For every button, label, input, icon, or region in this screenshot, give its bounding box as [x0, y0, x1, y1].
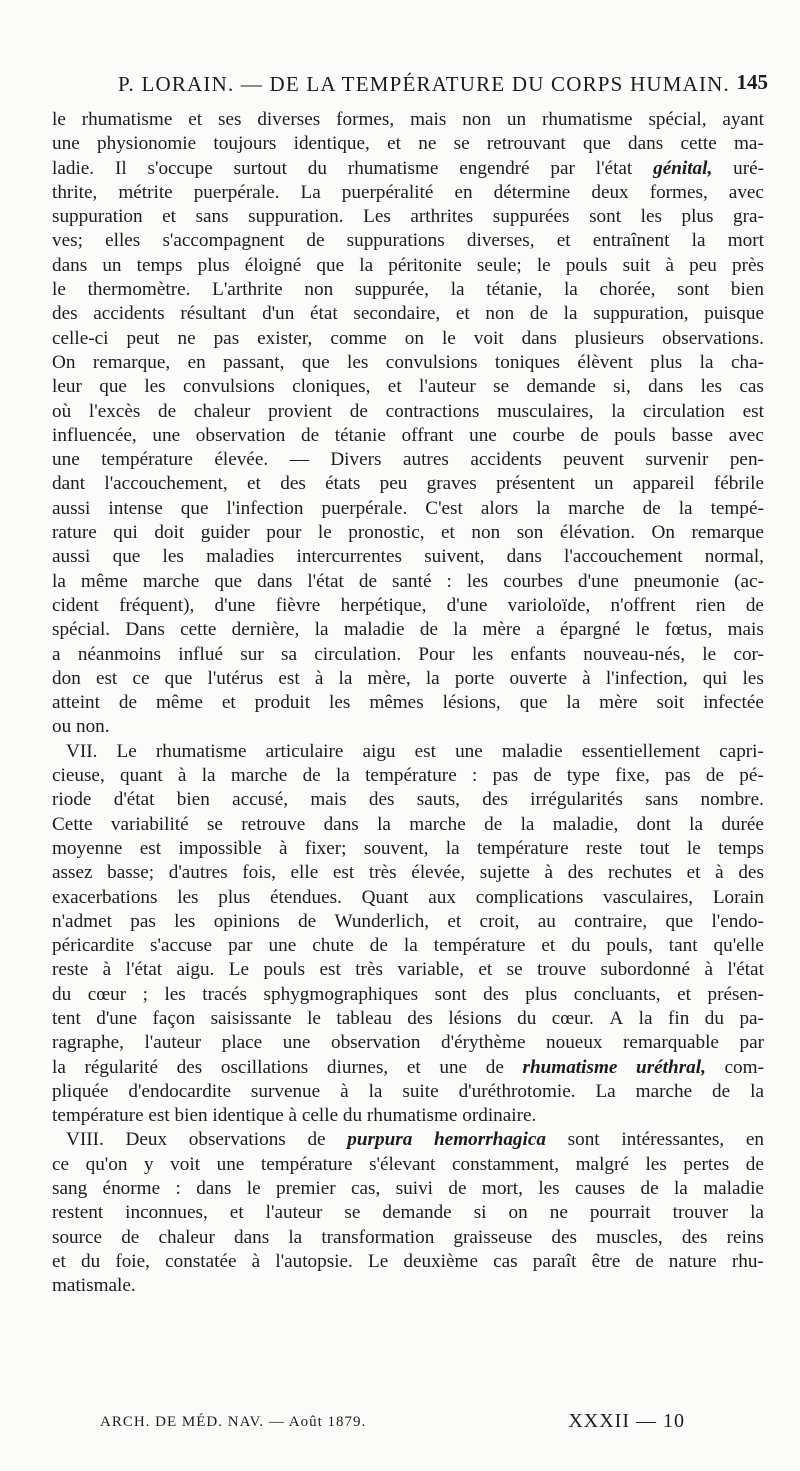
- text-line: influencée, une observation de tétanie offrant une courbe de pouls basse avec: [52, 424, 764, 446]
- text-line: riode d'état bien accusé, mais des sauts, des irrégularités sans nombre.: [52, 789, 764, 811]
- text-line: reste à l'état aigu. Le pouls est très variable, et se trouve subordonné à l'état: [52, 959, 764, 981]
- text-line: cident fréquent), d'une fièvre herpétique, d'une varioloïde, n'offrent rien de: [52, 594, 764, 616]
- text-line: la même marche que dans l'état de santé : les courbes d'une pneumonie (ac-: [52, 570, 764, 592]
- text-line: ladie. Il s'occupe surtout du rhumatisme engendré par l'état génital, uré-: [52, 157, 764, 179]
- text-line: tent d'une façon saisissante le tableau des lésions du cœur. A la fin du pa-: [52, 1007, 764, 1029]
- text-line: où l'excès de chaleur provient de contractions musculaires, la circulation est: [52, 400, 764, 422]
- text-line: dant l'accouchement, et des états peu graves présentent un appareil fébrile: [52, 473, 764, 495]
- text-line: le rhumatisme et ses diverses formes, mais non un rhumatisme spécial, ayant: [52, 109, 764, 130]
- text-line: restent inconnues, et l'auteur se demande si on ne pourrait trouver la: [52, 1202, 764, 1224]
- text-line: a néanmoins influé sur sa circulation. Pour les enfants nouveau-nés, le cor-: [52, 643, 764, 665]
- text-line: une physionomie toujours identique, et ne se retrouvant que dans cette ma-: [52, 133, 764, 155]
- text-line: thrite, métrite puerpérale. La puerpéralité en détermine deux formes, avec: [52, 181, 764, 203]
- text-line: pliquée d'endocardite survenue à la suite d'uréthrotomie. La marche de la: [52, 1080, 764, 1102]
- text-line: suppuration et sans suppuration. Les arthrites suppurées sont les plus gra-: [52, 206, 764, 228]
- page-number: 145: [736, 70, 768, 94]
- text-line: On remarque, en passant, que les convulsions toniques élèvent plus la cha-: [52, 351, 764, 373]
- text-line: la régularité des oscillations diurnes, et une de rhumatisme uréthral, com-: [52, 1056, 764, 1078]
- text-line: des accidents résultant d'un état secondaire, et non de la suppuration, puisque: [52, 303, 764, 325]
- text-line: don est ce que l'utérus est à la mère, la porte ouverte à l'infection, qui les: [52, 667, 764, 689]
- text-line: atteint de même et produit les mêmes lésions, que la mère soit infectée: [52, 692, 764, 714]
- text-line: une température élevée. — Divers autres accidents peuvent survenir pen-: [52, 449, 764, 471]
- text-line: VII. Le rhumatisme articulaire aigu est une maladie essentiellement capri-: [66, 740, 764, 762]
- page-footer: [100, 1410, 685, 1438]
- text-line: sang énorme : dans le premier cas, suivi de mort, les causes de la maladie: [52, 1178, 764, 1200]
- journal-reference: ARCH. DE MÉD. NAV. — Août 1879.: [100, 1414, 367, 1430]
- text-line: température est bien identique à celle du rhumatisme ordinaire.: [52, 1105, 537, 1127]
- text-line: ce qu'on y voit une température s'élevant constamment, malgré les pertes de: [52, 1153, 764, 1175]
- text-line: leur que les convulsions cloniques, et l'auteur se demande si, dans les cas: [52, 376, 764, 398]
- text-line: matismale.: [52, 1275, 136, 1297]
- text-line: du cœur ; les tracés sphygmographiques sont des plus concluants, et présen-: [52, 983, 764, 1005]
- text-line: n'admet pas les opinions de Wunderlich, et croit, au contraire, que l'endo-: [52, 910, 764, 932]
- text-line: péricardite s'accuse par une chute de la température et du pouls, tant qu'elle: [52, 935, 764, 957]
- text-line: moyenne est impossible à fixer; souvent, la température reste tout le temps: [52, 837, 764, 859]
- text-line: cieuse, quant à la marche de la température : pas de type fixe, pas de pé-: [52, 765, 764, 787]
- running-header: [118, 72, 768, 102]
- text-line: rature qui doit guider pour le pronostic, et non son élévation. On remarque: [52, 522, 764, 544]
- text-line: celle-ci peut ne pas exister, comme on le voit dans plusieurs observations.: [52, 327, 764, 349]
- text-line: et du foie, constatée à l'autopsie. Le deuxième cas paraît être de nature rhu-: [52, 1250, 764, 1272]
- text-line: ou non.: [52, 716, 110, 738]
- text-line: aussi que les maladies intercurrentes suivent, dans l'accouchement normal,: [52, 546, 764, 568]
- body-text: [52, 108, 764, 1299]
- signature-mark: XXXII — 10: [568, 1410, 685, 1432]
- text-line: aussi intense que l'infection puerpérale. C'est alors la marche de la tempé-: [52, 497, 764, 519]
- text-line: ragraphe, l'auteur place une observation d'érythème noueux remarquable par: [52, 1032, 764, 1054]
- text-line: dans un temps plus éloigné que la péritonite seule; le pouls suit à peu près: [52, 254, 764, 276]
- text-line: exacerbations les plus étendues. Quant aux complications vasculaires, Lorain: [52, 886, 764, 908]
- text-line: assez basse; d'autres fois, elle est très élevée, sujette à des rechutes et à des: [52, 862, 764, 884]
- text-line: spécial. Dans cette dernière, la maladie de la mère a épargné le fœtus, mais: [52, 619, 764, 641]
- text-line: ves; elles s'accompagnent de suppurations diverses, et entraînent la mort: [52, 230, 764, 252]
- text-line: VIII. Deux observations de purpura hemorrhagica sont intéressantes, en: [66, 1129, 764, 1151]
- running-title: P. LORAIN. — DE LA TEMPÉRATURE DU CORPS HUMAIN.: [118, 72, 730, 96]
- text-line: Cette variabilité se retrouve dans la marche de la maladie, dont la durée: [52, 813, 764, 835]
- text-line: source de chaleur dans la transformation graisseuse des muscles, des reins: [52, 1226, 764, 1248]
- text-line: le thermomètre. L'arthrite non suppurée, la tétanie, la chorée, sont bien: [52, 279, 764, 301]
